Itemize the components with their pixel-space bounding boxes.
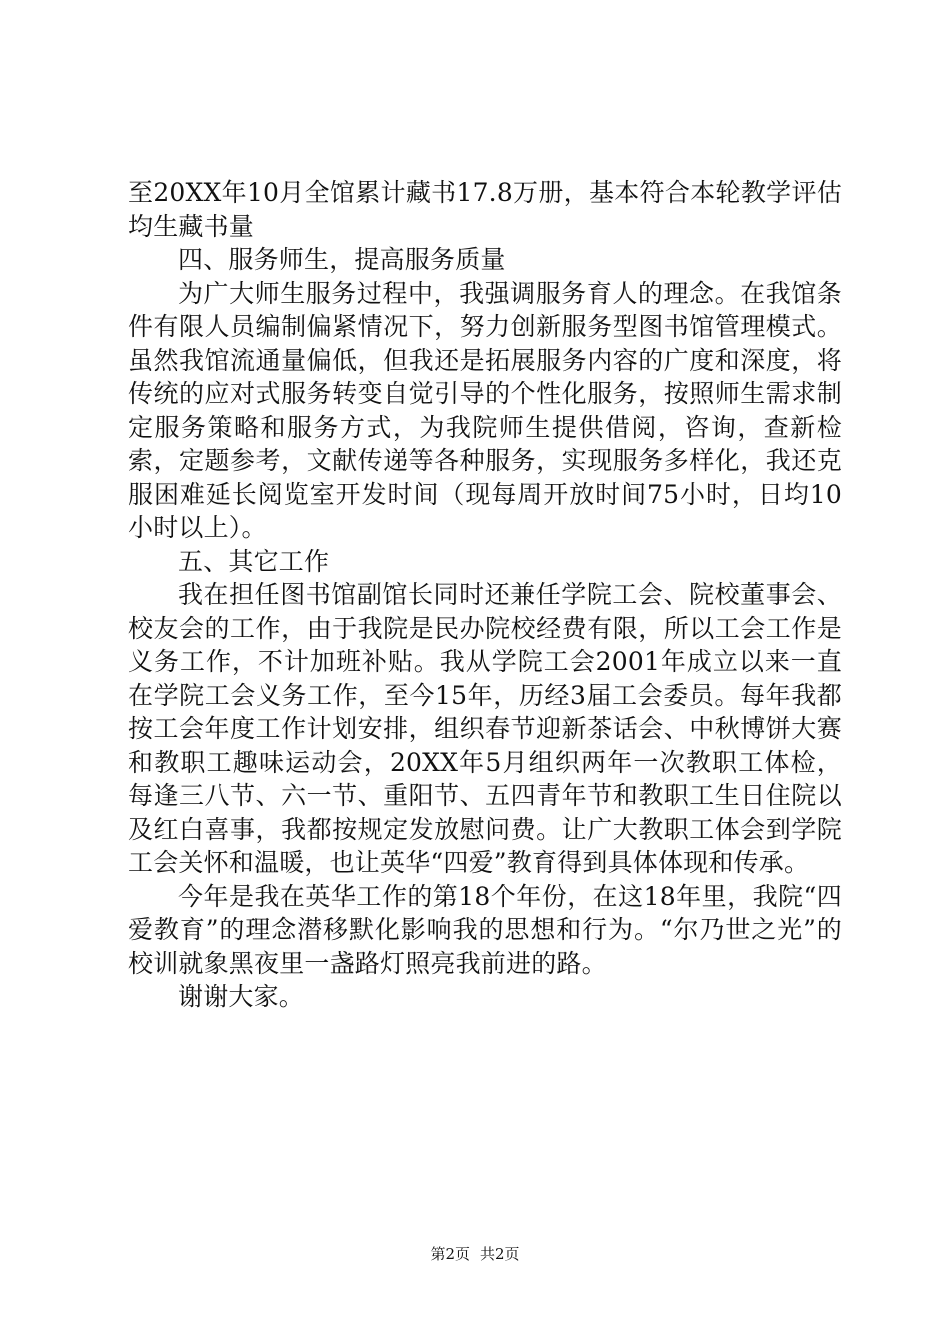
paragraph-thanks: 谢谢大家。	[178, 982, 305, 1011]
document-body	[128, 176, 842, 1014]
page-total: 共2页	[480, 1245, 520, 1263]
paragraph-closing-reflection: 今年是我在英华工作的第18个年份，在这18年里，我院“四爱教育”的理念潜移默化影响我的思想和行为。“尔乃世之光”的校训就象黑夜里一盏路灯照亮我前进的路。	[128, 881, 842, 978]
paragraph-service: 为广大师生服务过程中，我强调服务育人的理念。在我馆条件有限人员编制偏紧情况下，努力创新服务型图书馆管理模式。虽然我馆流通量偏低，但我还是拓展服务内容的广度和深度，将传统的应对式服务转变自觉引导的个性化服务，按照师生需求制定服务策略和服务方式，为我院师生提供借阅，咨询，查新检索，定题参考，文献传递等各种服务，实现服务多样化，我还克服困难延长阅览室开发时间（现每周开放时间75小时，日均10小时以上）。	[128, 278, 842, 542]
paragraph-other-work: 我在担任图书馆副馆长同时还兼任学院工会、院校董事会、校友会的工作，由于我院是民办院校经费有限，所以工会工作是义务工作，不计加班补贴。我从学院工会2001年成立以来一直在学院工会义务工作，至今15年，历经3届工会委员。每年我都按工会年度工作计划安排，组织春节迎新茶话会、中秋博饼大赛和教职工趣味运动会，20XX年5月组织两年一次教职工体检，每逢三八节、六一节、重阳节、五四青年节和教职工生日住院以及红白喜事，我都按规定发放慰问费。让广大教职工体会到学院工会关怀和温暖，也让英华“四爱”教育得到具体体现和传承。	[128, 580, 842, 877]
section-heading-other-work: 五、其它工作	[178, 546, 330, 576]
page-number: 第2页	[430, 1245, 470, 1263]
paragraph-collection-summary: 至20XX年10月全馆累计藏书17.8万册，基本符合本轮教学评估均生藏书量	[128, 178, 842, 241]
page-footer	[0, 1244, 950, 1264]
section-heading-service: 四、服务师生，提高服务质量	[178, 245, 506, 274]
